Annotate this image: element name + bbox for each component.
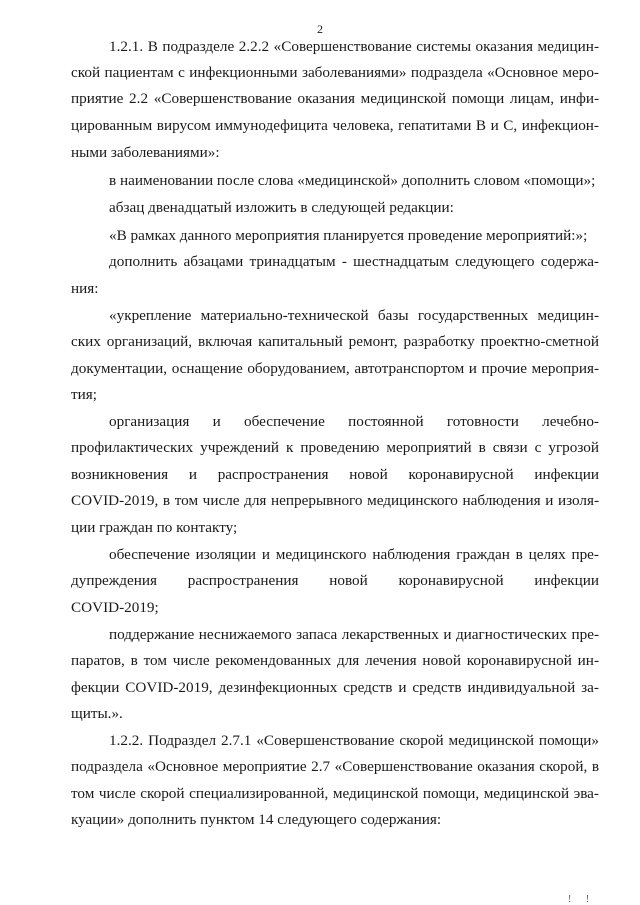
- text-line: том числе скорой специализированной, медицинской помощи, медицинской эва-: [71, 785, 599, 802]
- text-line: куации» дополнить пунктом 14 следующего содержания:: [71, 811, 442, 828]
- text-line: подраздела «Основное мероприятие 2.7 «Совершенствование оказания скорой, в: [71, 758, 599, 775]
- text-line: обеспечение изоляции и медицинского наблюдения граждан в целях пре-: [109, 546, 599, 563]
- text-line: COVID-2019;: [71, 599, 159, 616]
- text-line: документации, оснащение оборудованием, автотранспортом и прочие мероприя-: [71, 360, 599, 377]
- text-line: 1.2.1. В подразделе 2.2.2 «Совершенствование системы оказания медицин-: [109, 38, 599, 55]
- text-line: ции граждан по контакту;: [71, 519, 238, 536]
- text-line: приятие 2.2 «Совершенствование оказания медицинской помощи лицам, инфи-: [71, 90, 599, 107]
- page-number: 2: [317, 22, 323, 36]
- text-line: фекции COVID-2019, дезинфекционных средств и средств индивидуальной за-: [71, 679, 599, 696]
- text-line: в наименовании после слова «медицинской» дополнить словом «помощи»;: [109, 172, 596, 189]
- text-line: ских организаций, включая капитальный ремонт, разработку проектно-сметной: [71, 333, 599, 350]
- text-line: дополнить абзацами тринадцатым - шестнадцатым следующего содержа-: [109, 253, 599, 270]
- text-line: цированным вирусом иммунодефицита человека, гепатитами B и C, инфекцион-: [71, 117, 599, 134]
- text-line: абзац двенадцатый изложить в следующей редакции:: [109, 199, 454, 216]
- text-line: тия;: [71, 386, 97, 403]
- text-line: ской пациентам с инфекционными заболеваниями» подраздела «Основное меро-: [71, 64, 599, 81]
- text-line: ния:: [71, 280, 99, 297]
- text-line: поддержание неснижаемого запаса лекарственных и диагностических пре-: [109, 626, 599, 643]
- text-line: дупреждения распространения новой коронавирусной инфекции: [71, 572, 599, 589]
- text-line: 1.2.2. Подраздел 2.7.1 «Совершенствование скорой медицинской помощи»: [109, 732, 599, 749]
- text-line: «укрепление материально-технической базы государственных медицин-: [109, 307, 599, 324]
- text-line: возникновения и распространения новой коронавирусной инфекции: [71, 466, 599, 483]
- text-line: организация и обеспечение постоянной готовности лечебно-: [109, 413, 599, 430]
- text-line: профилактических учреждений к проведению мероприятий в связи с угрозой: [71, 439, 599, 456]
- text-line: щиты.».: [71, 705, 123, 722]
- text-line: ными заболеваниями»:: [71, 144, 220, 161]
- text-line: «В рамках данного мероприятия планируется проведение мероприятий:»;: [109, 227, 588, 244]
- scan-marks: ! !: [568, 894, 596, 905]
- text-line: паратов, в том числе рекомендованных для лечения новой коронавирусной ин-: [71, 652, 599, 669]
- text-line: COVID-2019, в том числе для непрерывного медицинского наблюдения и изоля-: [71, 492, 599, 509]
